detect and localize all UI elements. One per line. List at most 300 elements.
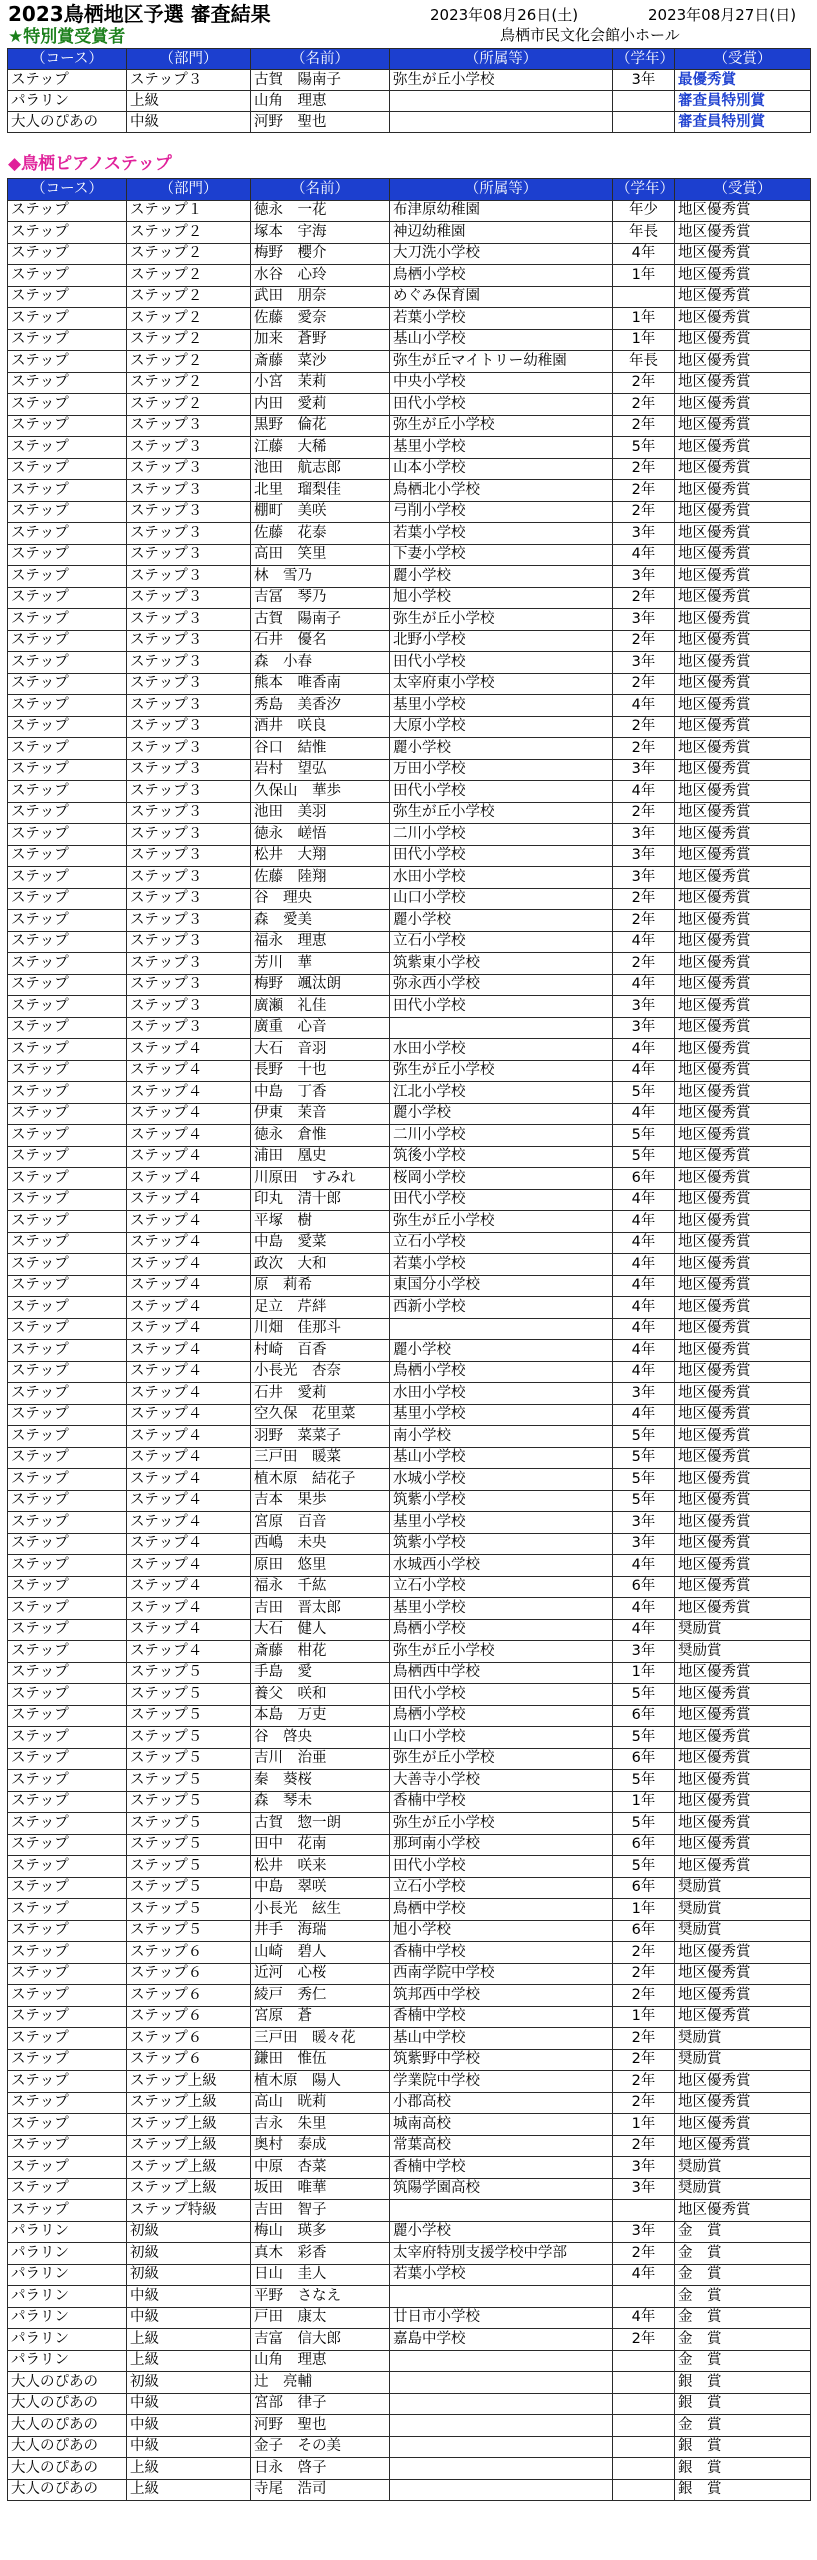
cell-division: ステップ３ [127,996,251,1018]
cell-division: ステップ５ [127,1705,251,1727]
table-row [8,1211,811,1233]
cell-affiliation: 弥生が丘マイトリー幼稚園 [390,351,613,373]
cell-course: ステップ [8,673,127,695]
cell-affiliation: 弥永西小学校 [390,974,613,996]
cell-division: ステップ３ [127,738,251,760]
cell-affiliation [390,2436,613,2458]
cell-division: 初級 [127,2243,251,2265]
cell-award: 地区優秀賞 [675,802,811,824]
cell-name: 北里 瑠梨佳 [251,480,390,502]
table-row [8,1963,811,1985]
cell-affiliation: 西新小学校 [390,1297,613,1319]
cell-name: 吉冨 琴乃 [251,587,390,609]
cell-award: 地区優秀賞 [675,1060,811,1082]
cell-grade: 4年 [613,1318,675,1340]
cell-affiliation [390,2479,613,2501]
cell-division: ステップ３ [127,1017,251,1039]
cell-affiliation: 下妻小学校 [390,544,613,566]
cell-grade: 3年 [613,609,675,631]
table-row [8,2006,811,2028]
cell-division: ステップ４ [127,1533,251,1555]
table-row [8,523,811,545]
cell-name: 中島 丁香 [251,1082,390,1104]
table-row [8,265,811,287]
table-row [8,1469,811,1491]
cell-affiliation: 香楠中学校 [390,1942,613,1964]
cell-grade: 4年 [613,1619,675,1641]
cell-award: 金 賞 [675,2243,811,2265]
cell-division: ステップ５ [127,1813,251,1835]
cell-division: ステップ３ [127,953,251,975]
table-row [8,974,811,996]
cell-grade: 3年 [613,523,675,545]
cell-award: 奨励賞 [675,2157,811,2179]
cell-grade: 2年 [613,394,675,416]
cell-affiliation [390,2372,613,2394]
cell-course: ステップ [8,544,127,566]
cell-award: 金 賞 [675,2264,811,2286]
cell-course: ステップ [8,415,127,437]
special-award-heading: ★特別賞受賞者 [8,27,126,47]
cell-grade: 2年 [613,372,675,394]
cell-course: ステップ [8,888,127,910]
cell-name: 小宮 茉莉 [251,372,390,394]
cell-course: ステップ [8,1619,127,1641]
cell-affiliation: 山本小学校 [390,458,613,480]
cell-division: ステップ４ [127,1039,251,1061]
table-row [8,2243,811,2265]
table-row [8,1340,811,1362]
cell-name: 吉富 信大郎 [251,2329,390,2351]
cell-name: 谷口 結惟 [251,738,390,760]
cell-course: ステップ [8,996,127,1018]
cell-grade: 4年 [613,1404,675,1426]
cell-grade: 3年 [613,2178,675,2200]
cell-course: パラリン [8,91,127,112]
cell-name: 平野 さなえ [251,2286,390,2308]
cell-course: ステップ [8,2178,127,2200]
table-row [8,1146,811,1168]
cell-affiliation [390,2458,613,2480]
cell-division: ステップ４ [127,1125,251,1147]
cell-name: 酒井 咲良 [251,716,390,738]
cell-affiliation: 学業院中学校 [390,2071,613,2093]
table-row [8,695,811,717]
cell-grade: 4年 [613,1211,675,1233]
cell-award: 地区優秀賞 [675,1684,811,1706]
cell-division: ステップ６ [127,1942,251,1964]
cell-course: ステップ [8,523,127,545]
cell-affiliation: 香楠中学校 [390,2157,613,2179]
cell-division: ステップ３ [127,802,251,824]
cell-division: ステップ３ [127,501,251,523]
cell-award: 地区優秀賞 [675,910,811,932]
cell-course: ステップ [8,953,127,975]
cell-name: 古賀 惣一朗 [251,1813,390,1835]
cell-affiliation: 北野小学校 [390,630,613,652]
table-row [8,1512,811,1534]
cell-award: 奨励賞 [675,1877,811,1899]
cell-division: ステップ４ [127,1340,251,1362]
cell-grade: 4年 [613,1103,675,1125]
cell-award: 地区優秀賞 [675,1361,811,1383]
cell-division: ステップ３ [127,781,251,803]
cell-award: 地区優秀賞 [675,286,811,308]
cell-affiliation: 東国分小学校 [390,1275,613,1297]
cell-name: 辻 亮輔 [251,2372,390,2394]
cell-grade: 2年 [613,910,675,932]
table-row [8,1877,811,1899]
cell-grade: 4年 [613,544,675,566]
table-row [8,824,811,846]
cell-course: ステップ [8,910,127,932]
column-header-grade: （学年） [613,179,675,201]
cell-grade: 1年 [613,265,675,287]
cell-course: ステップ [8,1576,127,1598]
table-row [8,1254,811,1276]
cell-award: 地区優秀賞 [675,1189,811,1211]
cell-division: ステップ４ [127,1490,251,1512]
cell-award: 地区優秀賞 [675,372,811,394]
cell-grade: 4年 [613,1340,675,1362]
cell-award: 地区優秀賞 [675,308,811,330]
cell-name: 近河 心桜 [251,1963,390,1985]
cell-division: ステップ４ [127,1275,251,1297]
special-award-table [7,48,811,133]
cell-grade: 1年 [613,1662,675,1684]
cell-award: 地区優秀賞 [675,501,811,523]
cell-division: 初級 [127,2264,251,2286]
cell-grade: 5年 [613,1813,675,1835]
table-row [8,1576,811,1598]
cell-division: ステップ４ [127,1318,251,1340]
cell-name: 斎藤 菜沙 [251,351,390,373]
cell-name: 井手 海瑞 [251,1920,390,1942]
cell-name: 植木原 結花子 [251,1469,390,1491]
cell-grade: 5年 [613,1082,675,1104]
cell-grade: 年長 [613,222,675,244]
table-row [8,652,811,674]
cell-award: 地区優秀賞 [675,759,811,781]
cell-division: ステップ３ [127,609,251,631]
cell-division: ステップ２ [127,351,251,373]
cell-course: ステップ [8,1254,127,1276]
cell-name: 佐藤 陸翔 [251,867,390,889]
cell-affiliation [390,1318,613,1340]
cell-division: ステップ４ [127,1641,251,1663]
cell-division: ステップ４ [127,1189,251,1211]
cell-course: ステップ [8,1318,127,1340]
cell-division: ステップ４ [127,1361,251,1383]
cell-grade: 2年 [613,415,675,437]
cell-name: 熊本 唯香南 [251,673,390,695]
cell-course: ステップ [8,1125,127,1147]
cell-division: ステップ２ [127,394,251,416]
cell-division: ステップ２ [127,372,251,394]
cell-affiliation: 鳥栖北小学校 [390,480,613,502]
column-header-course: （コース） [8,179,127,201]
cell-course: ステップ [8,458,127,480]
cell-course: ステップ [8,372,127,394]
cell-award: 地区優秀賞 [675,1985,811,2007]
cell-affiliation: 弥生が丘小学校 [390,1641,613,1663]
cell-name: 田中 花南 [251,1834,390,1856]
table-row [8,1641,811,1663]
cell-affiliation: 布津原幼稚園 [390,200,613,222]
cell-award: 地区優秀賞 [675,1469,811,1491]
cell-grade: 5年 [613,1770,675,1792]
column-header-affiliation: （所属等） [390,49,613,70]
cell-name: 坂田 唯華 [251,2178,390,2200]
cell-affiliation: 水城西小学校 [390,1555,613,1577]
cell-division: ステップ４ [127,1297,251,1319]
cell-award: 地区優秀賞 [675,222,811,244]
cell-affiliation: 水田小学校 [390,867,613,889]
cell-division: ステップ３ [127,523,251,545]
cell-affiliation: 麗小学校 [390,2221,613,2243]
cell-grade [613,2200,675,2222]
table-row [8,2049,811,2071]
table-row [8,2071,811,2093]
cell-division: ステップ２ [127,308,251,330]
cell-award: 地区優秀賞 [675,824,811,846]
cell-grade: 4年 [613,2264,675,2286]
cell-award: 審査員特別賞 [675,112,811,133]
cell-course: ステップ [8,1469,127,1491]
cell-name: 廣重 心音 [251,1017,390,1039]
cell-grade: 年少 [613,200,675,222]
cell-name: 江藤 大稀 [251,437,390,459]
cell-division: ステップ３ [127,931,251,953]
cell-name: 中原 杏菜 [251,2157,390,2179]
cell-name: 久保山 華歩 [251,781,390,803]
cell-name: 平塚 樹 [251,1211,390,1233]
cell-affiliation: 江北小学校 [390,1082,613,1104]
cell-affiliation: 麗小学校 [390,738,613,760]
cell-affiliation: 立石小学校 [390,1877,613,1899]
cell-award: 銀 賞 [675,2479,811,2501]
cell-affiliation: 水田小学校 [390,1383,613,1405]
cell-grade: 6年 [613,1705,675,1727]
table-row [8,1361,811,1383]
cell-name: 秀島 美香汐 [251,695,390,717]
cell-award: 地区優秀賞 [675,845,811,867]
cell-grade: 3年 [613,867,675,889]
cell-course: ステップ [8,609,127,631]
cell-name: 政次 大和 [251,1254,390,1276]
table-row [8,867,811,889]
cell-division: ステップ４ [127,1576,251,1598]
cell-grade: 4年 [613,1598,675,1620]
cell-course: ステップ [8,480,127,502]
cell-award: 地区優秀賞 [675,1383,811,1405]
cell-name: 寺尾 浩司 [251,2479,390,2501]
cell-course: ステップ [8,1942,127,1964]
table-row [8,1103,811,1125]
cell-course: ステップ [8,1899,127,1921]
cell-name: 高山 晄莉 [251,2092,390,2114]
cell-affiliation: 鳥栖小学校 [390,1361,613,1383]
cell-course: 大人のぴあの [8,2458,127,2480]
cell-division: ステップ５ [127,1791,251,1813]
table-row [8,372,811,394]
cell-affiliation: 鳥栖小学校 [390,1705,613,1727]
cell-affiliation [390,2200,613,2222]
cell-affiliation: 南小学校 [390,1426,613,1448]
table-row [8,953,811,975]
cell-affiliation: 旭小学校 [390,1920,613,1942]
cell-award: 銀 賞 [675,2393,811,2415]
cell-course: ステップ [8,2006,127,2028]
cell-name: 川原田 すみれ [251,1168,390,1190]
cell-award: 地区優秀賞 [675,1662,811,1684]
cell-grade: 4年 [613,2307,675,2329]
column-header-grade: （学年） [613,49,675,70]
table-row [8,112,811,133]
cell-affiliation: 田代小学校 [390,1189,613,1211]
cell-award: 地区優秀賞 [675,1426,811,1448]
table-row [8,1899,811,1921]
cell-name: 村崎 百香 [251,1340,390,1362]
cell-name: 伊東 茉音 [251,1103,390,1125]
cell-award: 地区優秀賞 [675,1082,811,1104]
cell-award: 銀 賞 [675,2436,811,2458]
cell-division: ステップ２ [127,222,251,244]
cell-division: ステップ３ [127,70,251,91]
cell-award: 地区優秀賞 [675,1039,811,1061]
cell-name: 林 雪乃 [251,566,390,588]
cell-affiliation: 弥生が丘小学校 [390,1748,613,1770]
cell-course: パラリン [8,2329,127,2351]
cell-affiliation: 二川小学校 [390,824,613,846]
cell-course: ステップ [8,394,127,416]
table-row [8,1748,811,1770]
cell-name: 加来 蒼野 [251,329,390,351]
cell-affiliation: 基里小学校 [390,1512,613,1534]
table-row [8,2092,811,2114]
cell-grade: 3年 [613,1641,675,1663]
cell-name: 福永 理恵 [251,931,390,953]
cell-name: 手島 愛 [251,1662,390,1684]
table-row [8,1060,811,1082]
cell-name: 空久保 花里菜 [251,1404,390,1426]
cell-grade: 2年 [613,2329,675,2351]
cell-division: ステップ４ [127,1082,251,1104]
cell-name: 池田 美羽 [251,802,390,824]
cell-course: パラリン [8,2243,127,2265]
cell-name: 大石 健人 [251,1619,390,1641]
cell-affiliation: 基山小学校 [390,1447,613,1469]
cell-name: 松井 咲来 [251,1856,390,1878]
cell-grade: 4年 [613,243,675,265]
cell-course: ステップ [8,1920,127,1942]
cell-grade: 4年 [613,1254,675,1276]
cell-name: 徳永 嵯悟 [251,824,390,846]
cell-course: ステップ [8,1533,127,1555]
cell-grade: 4年 [613,1060,675,1082]
cell-grade: 2年 [613,458,675,480]
cell-grade: 5年 [613,1125,675,1147]
cell-course: ステップ [8,1275,127,1297]
cell-division: ステップ４ [127,1598,251,1620]
cell-name: 中島 愛菜 [251,1232,390,1254]
cell-affiliation: 桜岡小学校 [390,1168,613,1190]
table-row [8,1770,811,1792]
cell-division: ステップ４ [127,1469,251,1491]
cell-course: 大人のぴあの [8,2372,127,2394]
cell-award: 地区優秀賞 [675,2135,811,2157]
cell-grade: 4年 [613,931,675,953]
cell-course: ステップ [8,587,127,609]
cell-grade: 4年 [613,1297,675,1319]
cell-affiliation: 田代小学校 [390,996,613,1018]
cell-affiliation: 西南学院中学校 [390,1963,613,1985]
cell-course: ステップ [8,501,127,523]
cell-course: ステップ [8,1232,127,1254]
cell-award: 地区優秀賞 [675,1168,811,1190]
cell-grade: 6年 [613,1168,675,1190]
cell-affiliation: 筑紫東小学校 [390,953,613,975]
cell-affiliation: 鳥栖小学校 [390,1619,613,1641]
cell-name: 三戸田 暖菜 [251,1447,390,1469]
cell-course: ステップ [8,695,127,717]
table-row [8,2350,811,2372]
cell-course: パラリン [8,2221,127,2243]
cell-name: 吉永 朱里 [251,2114,390,2136]
cell-division: ステップ３ [127,888,251,910]
cell-course: ステップ [8,222,127,244]
cell-division: ステップ５ [127,1662,251,1684]
cell-name: 廣瀬 礼佳 [251,996,390,1018]
table-row [8,759,811,781]
cell-affiliation: 田代小学校 [390,394,613,416]
cell-name: 松井 大翔 [251,845,390,867]
cell-course: ステップ [8,286,127,308]
cell-division: ステップ特級 [127,2200,251,2222]
page-title: 2023鳥栖地区予選 審査結果 [8,2,271,26]
cell-affiliation: 水城小学校 [390,1469,613,1491]
cell-division: ステップ４ [127,1383,251,1405]
cell-course: ステップ [8,1555,127,1577]
cell-division: ステップ３ [127,544,251,566]
table-header-row [8,49,811,70]
cell-name: 石井 愛莉 [251,1383,390,1405]
table-row [8,1082,811,1104]
table-row [8,1834,811,1856]
cell-name: 奥村 泰成 [251,2135,390,2157]
cell-course: ステップ [8,931,127,953]
cell-award: 奨励賞 [675,1619,811,1641]
cell-division: ステップ３ [127,845,251,867]
cell-division: 初級 [127,2372,251,2394]
cell-name: 金子 その美 [251,2436,390,2458]
cell-award: 地区優秀賞 [675,1103,811,1125]
cell-award: 審査員特別賞 [675,91,811,112]
cell-affiliation: 弥生が丘小学校 [390,609,613,631]
cell-course: ステップ [8,1598,127,1620]
table-row [8,351,811,373]
cell-affiliation: 鳥栖中学校 [390,1899,613,1921]
cell-name: 羽野 菜菜子 [251,1426,390,1448]
cell-division: 初級 [127,2221,251,2243]
cell-affiliation: 鳥栖小学校 [390,265,613,287]
cell-name: 高田 笑里 [251,544,390,566]
cell-division: ステップ４ [127,1232,251,1254]
cell-division: ステップ２ [127,329,251,351]
cell-course: ステップ [8,824,127,846]
cell-affiliation: 田代小学校 [390,781,613,803]
cell-division: ステップ３ [127,587,251,609]
